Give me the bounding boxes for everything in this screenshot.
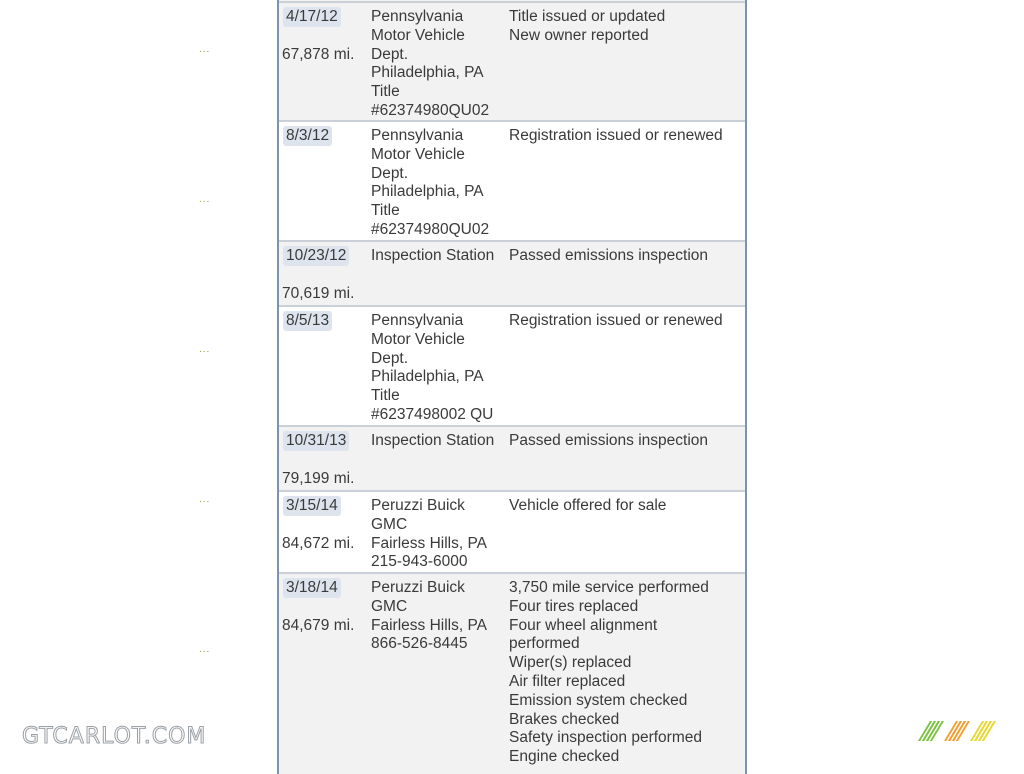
- source-line: Dept.: [371, 45, 409, 63]
- detail-line: Registration issued or renewed: [509, 127, 723, 144]
- dot-marker: ...: [199, 194, 211, 205]
- table-row: [279, 492, 745, 574]
- detail-line: Four tires replaced: [509, 597, 639, 615]
- detail-line: Registration issued or renewed: [509, 312, 723, 329]
- detail-line: Air filter replaced: [509, 672, 626, 690]
- source-line: Fairless Hills, PA: [371, 616, 487, 634]
- detail-line: Safety inspection performed: [509, 729, 702, 747]
- table-row: [279, 122, 745, 242]
- detail-line: New owner reported: [509, 26, 649, 44]
- source-line: Peruzzi Buick: [371, 579, 465, 596]
- detail-line: Emission system checked: [509, 691, 688, 709]
- source-line: Title: [371, 387, 400, 405]
- logo-stripes: [918, 721, 996, 741]
- source-line: Fairless Hills, PA: [371, 534, 487, 552]
- details-cell: [509, 3, 745, 120]
- source-line: Motor Vehicle: [371, 145, 465, 163]
- mileage: 84,672 mi.: [282, 534, 355, 552]
- date-badge: 10/31/13: [283, 431, 349, 451]
- detail-line: Brakes checked: [509, 710, 620, 728]
- table-row: [279, 242, 745, 307]
- date-cell: [279, 427, 371, 490]
- source-line: Peruzzi Buick: [371, 497, 465, 514]
- date-cell: [279, 122, 371, 240]
- date-cell: [279, 3, 371, 120]
- details-cell: [509, 574, 745, 774]
- source-cell: [371, 492, 509, 572]
- detail-line: Passed emissions inspection: [509, 247, 709, 264]
- source-line: 866-526-8445: [371, 635, 468, 653]
- date-cell: [279, 242, 371, 305]
- mileage: 70,619 mi.: [282, 284, 355, 302]
- gtcarlot-logo-icon: [918, 718, 998, 744]
- date-badge: 8/3/12: [283, 126, 332, 146]
- source-line: #6237498002 QU: [371, 405, 494, 423]
- detail-line: Passed emissions inspection: [509, 432, 709, 449]
- mileage: 84,679 mi.: [282, 616, 355, 634]
- detail-line: 3,750 mile service performed: [509, 579, 709, 596]
- source-cell: [371, 3, 509, 120]
- source-cell: [371, 242, 509, 305]
- table-row: [279, 3, 745, 122]
- detail-line: Four wheel alignment: [509, 616, 658, 634]
- watermark-text: GTCARLOT.COM: [22, 724, 207, 749]
- date-badge: 3/18/14: [283, 578, 341, 598]
- dot-marker: ...: [199, 344, 211, 355]
- detail-line: Wiper(s) replaced: [509, 654, 632, 672]
- vehicle-history-table: [277, 0, 747, 774]
- detail-line: Engine checked: [509, 748, 620, 766]
- details-cell: [509, 242, 745, 305]
- detail-line: performed: [509, 635, 580, 653]
- source-line: Inspection Station: [371, 247, 495, 264]
- source-line: Pennsylvania: [371, 312, 464, 329]
- source-line: Philadelphia, PA: [371, 368, 484, 386]
- source-line: Motor Vehicle: [371, 330, 465, 348]
- source-line: Dept.: [371, 349, 409, 367]
- date-badge: 4/17/12: [283, 7, 341, 27]
- source-cell: [371, 427, 509, 490]
- source-line: GMC: [371, 597, 408, 615]
- table-row: [279, 427, 745, 492]
- source-line: Pennsylvania: [371, 8, 464, 25]
- details-cell: [509, 307, 745, 425]
- date-badge: 10/23/12: [283, 246, 349, 266]
- date-cell: [279, 492, 371, 572]
- details-cell: [509, 122, 745, 240]
- source-line: 215-943-6000: [371, 553, 468, 571]
- dot-marker: ...: [199, 494, 211, 505]
- source-line: Motor Vehicle: [371, 26, 465, 44]
- source-line: Philadelphia, PA: [371, 183, 484, 201]
- dot-marker: ...: [199, 44, 211, 55]
- table-row: [279, 574, 745, 774]
- source-line: Inspection Station: [371, 432, 495, 449]
- date-cell: [279, 307, 371, 425]
- details-cell: [509, 492, 745, 572]
- date-badge: 8/5/13: [283, 311, 332, 331]
- source-cell: [371, 574, 509, 774]
- source-line: #62374980QU02: [371, 101, 490, 119]
- source-line: GMC: [371, 515, 408, 533]
- table-row: [279, 307, 745, 427]
- detail-line: Title issued or updated: [509, 8, 666, 25]
- details-cell: [509, 427, 745, 490]
- date-cell: [279, 574, 371, 774]
- mileage: 67,878 mi.: [282, 45, 355, 63]
- source-line: Pennsylvania: [371, 127, 464, 144]
- source-cell: [371, 122, 509, 240]
- source-line: Title: [371, 202, 400, 220]
- source-line: Dept.: [371, 164, 409, 182]
- source-line: Title: [371, 83, 400, 101]
- source-line: Philadelphia, PA: [371, 64, 484, 82]
- source-line: #62374980QU02: [371, 220, 490, 238]
- source-cell: [371, 307, 509, 425]
- detail-line: Vehicle offered for sale: [509, 497, 667, 514]
- mileage: 79,199 mi.: [282, 469, 355, 487]
- date-badge: 3/15/14: [283, 496, 341, 516]
- dot-marker: ...: [199, 644, 211, 655]
